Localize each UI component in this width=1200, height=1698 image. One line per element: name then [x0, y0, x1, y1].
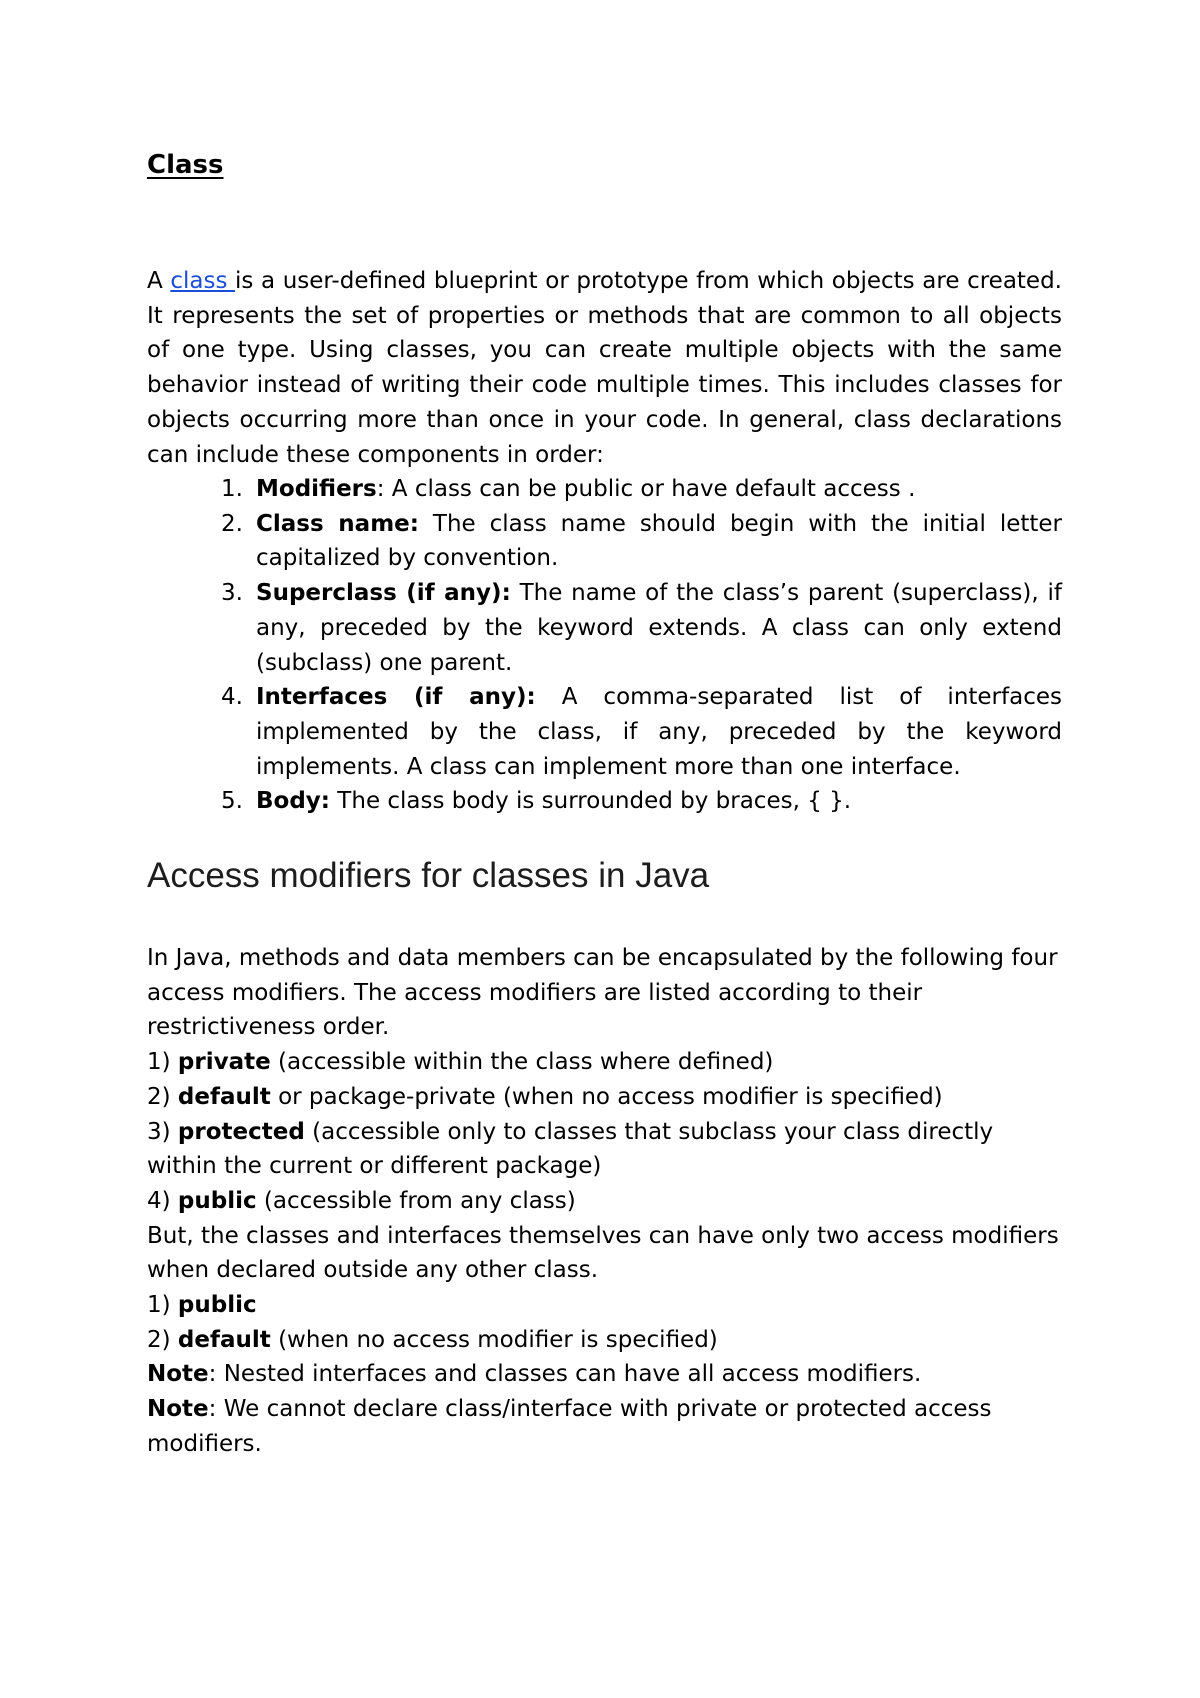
modifier-term: default: [177, 1083, 271, 1110]
list-number: 5.: [221, 788, 243, 815]
modifier-term: default: [177, 1326, 271, 1353]
modifier-term: public: [177, 1292, 257, 1319]
list-term: Interfaces (if any):: [256, 684, 536, 711]
note-text: : We cannot declare class/interface with private or protected access modifiers.: [147, 1396, 992, 1457]
list-item: [147, 472, 1062, 507]
list-text: The class name should begin with the initial letter capitalized by convention.: [256, 510, 1063, 572]
modifier-text: (accessible within the class where defined): [270, 1049, 774, 1076]
modifier-term: protected: [177, 1118, 305, 1145]
class-link[interactable]: class: [170, 268, 236, 294]
list-item: [147, 507, 1062, 576]
components-list: [147, 472, 1062, 819]
note-line: [147, 1392, 1062, 1461]
modifier-number: 4): [147, 1187, 178, 1214]
modifier-line: [147, 1045, 1062, 1080]
list-number: 3.: [221, 580, 243, 607]
intro-prefix: A: [147, 268, 171, 294]
page-title: Class: [147, 150, 224, 180]
modifier-number: 1): [147, 1049, 178, 1076]
list-number: 4.: [221, 684, 243, 711]
modifier-term: public: [177, 1187, 257, 1214]
modifier-number: 2): [147, 1326, 178, 1353]
modifier-number: 1): [147, 1292, 178, 1319]
list-item: [147, 784, 1062, 819]
note-text: : Nested interfaces and classes can have all access modifiers.: [208, 1361, 922, 1388]
list-text: : A class can be public or have default access .: [376, 476, 916, 502]
list-term: Modifiers: [256, 476, 377, 502]
modifier-text: (when no access modifier is specified): [270, 1326, 718, 1353]
list-item: [147, 576, 1062, 680]
note-label: Note: [147, 1396, 209, 1423]
note-line: [147, 1357, 1062, 1392]
modifier-term: private: [177, 1049, 271, 1076]
list-number: 2.: [221, 510, 243, 537]
list-item: [147, 680, 1062, 784]
intro-text: is a user-defined blueprint or prototype from which objects are created. It represents the set of properties or methods that are common to all objects of one type. Using classes, you can create multiple objects with the same behavior instead of writing their code multiple times. This includes classes for objects occurring more than once in your code. In general, class declarations can include these components in order:: [147, 268, 1062, 468]
list-term: Class name:: [256, 510, 419, 537]
note-label: Note: [147, 1361, 209, 1388]
modifier-line: [147, 1288, 1062, 1323]
modifier-line: [147, 1115, 1062, 1184]
access-intro: In Java, methods and data members can be encapsulated by the following four access modifiers. The access modifiers are listed according to their restrictiveness order.: [147, 945, 1058, 1041]
access-modifiers-heading: Access modifiers for classes in Java: [147, 856, 710, 895]
modifier-line: [147, 1323, 1062, 1358]
modifier-line: [147, 1184, 1062, 1219]
intro-paragraph: [147, 264, 1062, 472]
modifier-text: (accessible from any class): [256, 1187, 576, 1214]
list-term: Body:: [256, 788, 330, 815]
list-text: A comma-separated list of interfaces implemented by the class, if any, preceded by the keyword implements. A class can implement more than one interface.: [256, 684, 1062, 780]
modifier-text: or package-private (when no access modifier is specified): [270, 1083, 943, 1110]
list-text: The name of the class’s parent (superclass), if any, preceded by the keyword extends. A class can only extend (subclass) one parent.: [256, 580, 1062, 676]
modifier-number: 3): [147, 1118, 178, 1145]
list-text: The class body is surrounded by braces, { }.: [330, 788, 852, 815]
access-but-paragraph: But, the classes and interfaces themselves can have only two access modifiers when declared outside any other class.: [147, 1222, 1059, 1284]
modifier-text: (accessible only to classes that subclass your class directly within the current or different package): [147, 1118, 994, 1180]
modifier-number: 2): [147, 1083, 178, 1110]
list-number: 1.: [221, 476, 243, 502]
list-term: Superclass (if any):: [256, 580, 511, 607]
modifier-line: [147, 1080, 1062, 1115]
access-modifiers-section: [147, 941, 1062, 1462]
